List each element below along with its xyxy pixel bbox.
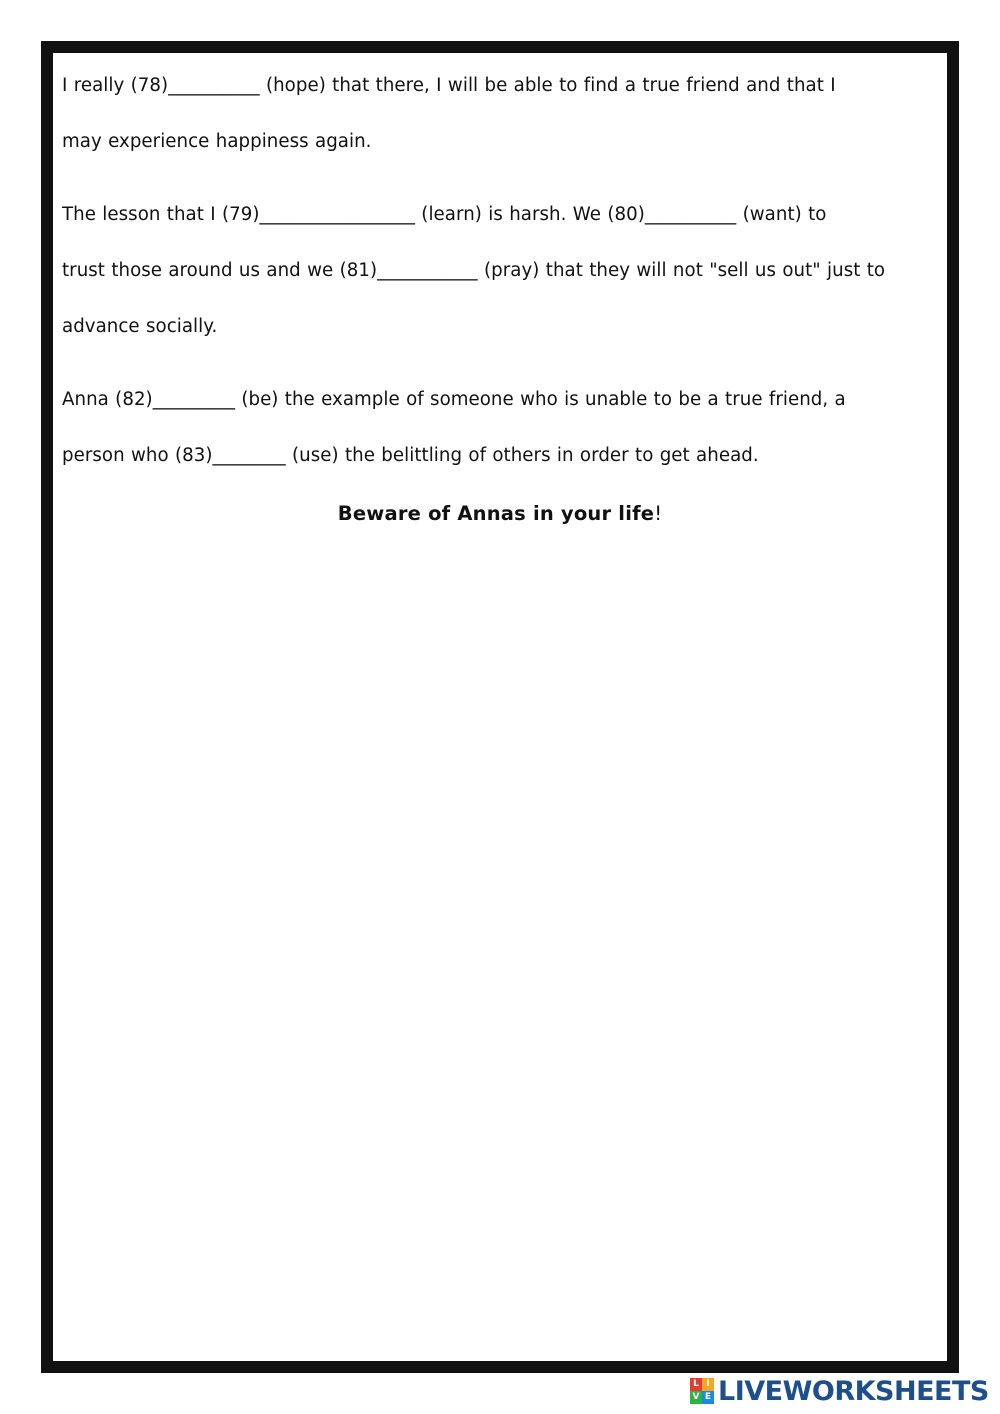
logo-mark-letter: L	[690, 1378, 702, 1391]
logo-text: LIVEWORKSHEETS	[718, 1375, 989, 1407]
logo-mark-icon	[690, 1378, 714, 1404]
text-line: Anna (82)_________ (be) the example of someone who is unable to be a true friend, a	[62, 389, 846, 410]
text-line: person who (83)________ (use) the belittling of others in order to get ahead.	[62, 445, 759, 466]
text-line: The lesson that I (79)_________________ (learn) is harsh. We (80)__________ (want) to	[62, 204, 827, 225]
paragraph-2	[62, 187, 938, 355]
logo-mark-letter: E	[702, 1391, 714, 1404]
paragraph-1	[62, 58, 938, 170]
paragraph-3	[62, 372, 938, 484]
closing-punct: !	[654, 502, 663, 525]
text-line: may experience happiness again.	[62, 131, 372, 152]
worksheet-content	[62, 58, 938, 525]
logo-mark-letter: I	[702, 1378, 714, 1391]
closing-line	[62, 502, 938, 525]
logo-mark-letter: V	[690, 1391, 702, 1404]
liveworksheets-logo	[690, 1376, 989, 1406]
text-line: I really (78)__________ (hope) that there, I will be able to find a true friend and that I	[62, 75, 836, 96]
text-line: trust those around us and we (81)___________ (pray) that they will not "sell us out" just to	[62, 260, 886, 281]
closing-text: Beware of Annas in your life	[337, 502, 655, 525]
text-line: advance socially.	[62, 316, 218, 337]
